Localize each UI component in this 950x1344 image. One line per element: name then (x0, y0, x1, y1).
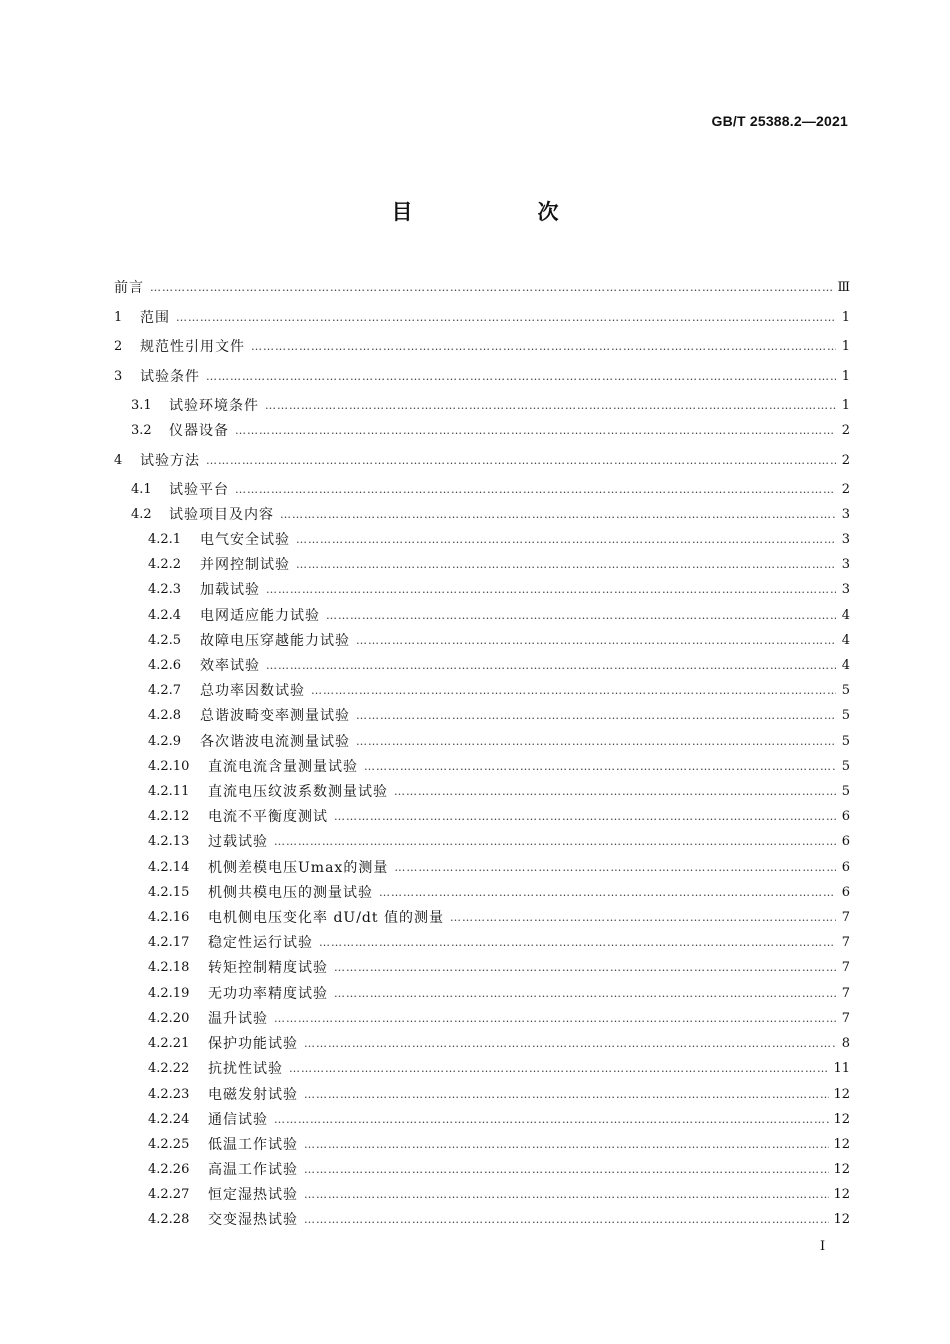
toc-entry-number: 3.1 (131, 397, 152, 413)
dot-leader (176, 311, 836, 324)
toc-entry-page: 1 (841, 309, 850, 325)
toc-entry-title: 交变湿热试验 (208, 1212, 298, 1228)
toc-entry[interactable] (114, 335, 850, 357)
toc-entry-page: 11 (833, 1060, 850, 1076)
dot-leader (450, 911, 836, 924)
toc-entry[interactable] (148, 1108, 850, 1130)
dot-leader (304, 1163, 829, 1176)
toc-entry[interactable] (148, 1083, 850, 1105)
toc-entry-number: 4.2.18 (148, 959, 190, 975)
toc-entry[interactable] (148, 654, 850, 676)
toc-entry-number: 4.2.5 (148, 632, 182, 648)
toc-entry-page: 7 (841, 959, 850, 975)
toc-entry-title: 总谐波畸变率测量试验 (200, 708, 350, 724)
toc-entry-number: 4.2.28 (148, 1211, 190, 1227)
toc-entry[interactable] (131, 478, 850, 500)
toc-entry-title: 效率试验 (200, 658, 260, 674)
toc-entry-number: 3.2 (131, 422, 152, 438)
toc-entry[interactable] (131, 503, 850, 525)
toc-entry-number: 4.2.13 (148, 833, 190, 849)
toc-entry-title: 规范性引用文件 (140, 339, 245, 355)
toc-entry-number: 4.2.8 (148, 707, 182, 723)
toc-entry-number: 4.2.11 (148, 783, 190, 799)
toc-entry-title: 直流电压纹波系数测量试验 (208, 784, 388, 800)
dot-leader (304, 1188, 829, 1201)
toc-entry-number: 4.2 (131, 506, 152, 522)
toc-entry-title: 仪器设备 (169, 423, 229, 439)
toc-entry-number: 4.2.23 (148, 1086, 190, 1102)
standard-code: GB/T 25388.2—2021 (711, 113, 848, 129)
toc-entry[interactable] (148, 1133, 850, 1155)
dot-leader (304, 1037, 836, 1050)
toc-entry[interactable] (148, 1007, 850, 1029)
toc-entry-title: 加载试验 (200, 582, 260, 598)
dot-leader (274, 1012, 836, 1025)
toc-entry[interactable] (148, 553, 850, 575)
toc-entry[interactable] (148, 730, 850, 752)
toc-entry-number: 4.2.1 (148, 531, 182, 547)
toc-entry[interactable] (148, 956, 850, 978)
toc-entry[interactable] (148, 881, 850, 903)
toc-entry[interactable] (148, 578, 850, 600)
toc-entry-page: 6 (841, 859, 850, 875)
toc-entry[interactable] (114, 365, 850, 387)
dot-leader (251, 340, 836, 353)
toc-entry-title: 温升试验 (208, 1011, 268, 1027)
toc-entry-page: 1 (841, 397, 850, 413)
toc-entry-title: 各次谐波电流测量试验 (200, 734, 350, 750)
dot-leader (356, 634, 836, 647)
dot-leader (364, 760, 836, 773)
toc-entry-title: 恒定湿热试验 (208, 1187, 298, 1203)
toc-entry[interactable] (148, 528, 850, 550)
toc-entry-page: 3 (841, 556, 850, 572)
toc-entry-number: 4.2.14 (148, 859, 190, 875)
toc-entry-number: 3 (114, 368, 123, 384)
toc-entry[interactable] (114, 276, 850, 298)
dot-leader (266, 583, 836, 596)
toc-entry-title: 通信试验 (208, 1112, 268, 1128)
dot-leader (274, 1113, 829, 1126)
toc-entry-title: 试验环境条件 (169, 398, 259, 414)
toc-entry-title: 稳定性运行试验 (208, 935, 313, 951)
toc-entry-title: 试验条件 (140, 369, 200, 385)
toc-entry[interactable] (148, 1057, 850, 1079)
toc-entry-number: 4.2.12 (148, 808, 190, 824)
toc-entry-number: 2 (114, 338, 123, 354)
toc-entry-title: 总功率因数试验 (200, 683, 305, 699)
toc-entry-page: 12 (833, 1111, 850, 1127)
toc-entry-page: 5 (841, 707, 850, 723)
toc-entry-page: 3 (841, 506, 850, 522)
toc-entry-title: 试验方法 (140, 453, 200, 469)
toc-entry-number: 4.2.16 (148, 909, 190, 925)
toc-entry-page: 5 (841, 733, 850, 749)
toc-entry-number: 4.2.10 (148, 758, 190, 774)
dot-leader (356, 709, 836, 722)
toc-entry[interactable] (148, 1208, 850, 1230)
dot-leader (334, 810, 836, 823)
toc-entry[interactable] (148, 906, 850, 928)
toc-entry-page: 3 (841, 581, 850, 597)
toc-entry-title: 电网适应能力试验 (200, 608, 320, 624)
toc-entry-title: 并网控制试验 (200, 557, 290, 573)
dot-leader (379, 886, 836, 899)
toc-entry-number: 4.2.15 (148, 884, 190, 900)
toc-entry-title: 前言 (114, 280, 144, 296)
toc-entry[interactable] (148, 805, 850, 827)
toc-entry-number: 4.2.20 (148, 1010, 190, 1026)
dot-leader (304, 1213, 829, 1226)
toc-entry-page: 6 (841, 808, 850, 824)
toc-entry-page: 2 (841, 452, 850, 468)
toc-entry-number: 4.2.26 (148, 1161, 190, 1177)
dot-leader (235, 424, 836, 437)
toc-entry-page: 12 (833, 1161, 850, 1177)
toc-entry-page: 5 (841, 783, 850, 799)
dot-leader (394, 861, 836, 874)
toc-entry-page: 3 (841, 531, 850, 547)
toc-entry-number: 4.2.19 (148, 985, 190, 1001)
toc-entry[interactable] (148, 1183, 850, 1205)
toc-entry-number: 4.2.27 (148, 1186, 190, 1202)
toc-entry-page: 5 (841, 758, 850, 774)
toc-entry-page: 2 (841, 422, 850, 438)
dot-leader (311, 684, 836, 697)
toc-entry-number: 1 (114, 309, 123, 325)
toc-entry[interactable] (114, 306, 850, 328)
toc-entry[interactable] (148, 931, 850, 953)
toc-entry-title: 试验项目及内容 (169, 507, 274, 523)
toc-entry-page: 8 (841, 1035, 850, 1051)
toc-entry-title: 电磁发射试验 (208, 1087, 298, 1103)
dot-leader (206, 454, 836, 467)
toc-entry-title: 电气安全试验 (200, 532, 290, 548)
dot-leader (265, 399, 836, 412)
toc-entry-title: 直流电流含量测量试验 (208, 759, 358, 775)
toc-entry[interactable] (148, 1158, 850, 1180)
page-title: 目 次 (391, 200, 611, 224)
toc-entry-number: 4.2.6 (148, 657, 182, 673)
toc-entry-page: 4 (841, 657, 850, 673)
toc-entry-page: 5 (841, 682, 850, 698)
toc-entry-title: 试验平台 (169, 482, 229, 498)
toc-entry-page: 7 (841, 934, 850, 950)
toc-entry-number: 4.2.25 (148, 1136, 190, 1152)
toc-entry-number: 4.2.7 (148, 682, 182, 698)
dot-leader (319, 936, 836, 949)
toc-entry[interactable] (148, 1032, 850, 1054)
toc-entry[interactable] (148, 780, 850, 802)
dot-leader (266, 659, 836, 672)
toc-entry-page: 12 (833, 1086, 850, 1102)
dot-leader (296, 533, 836, 546)
toc-entry-page: 7 (841, 1010, 850, 1026)
toc-entry-title: 机侧共模电压的测量试验 (208, 885, 373, 901)
toc-entry-number: 4.2.9 (148, 733, 182, 749)
toc-entry[interactable] (148, 604, 850, 626)
dot-leader (280, 508, 836, 521)
toc-entry[interactable] (148, 704, 850, 726)
dot-leader (206, 370, 836, 383)
toc-entry-title: 过载试验 (208, 834, 268, 850)
dot-leader (296, 558, 836, 571)
toc-entry-title: 电机侧电压变化率 dU/dt 值的测量 (208, 910, 444, 926)
toc-entry-title: 抗扰性试验 (208, 1061, 283, 1077)
toc-entry-page: 2 (841, 481, 850, 497)
dot-leader (334, 987, 836, 1000)
page-number: I (820, 1239, 826, 1254)
toc-entry-title: 范围 (140, 310, 170, 326)
toc-entry-page: 7 (841, 909, 850, 925)
toc-entry[interactable] (148, 755, 850, 777)
toc-entry-title: 保护功能试验 (208, 1036, 298, 1052)
toc-entry-number: 4 (114, 452, 123, 468)
toc-entry-number: 4.2.2 (148, 556, 182, 572)
dot-leader (356, 735, 836, 748)
toc-entry[interactable] (131, 419, 850, 441)
toc-entry-number: 4.2.3 (148, 581, 182, 597)
toc-entry[interactable] (114, 449, 850, 471)
toc-entry-title: 故障电压穿越能力试验 (200, 633, 350, 649)
dot-leader (274, 835, 836, 848)
toc-entry-page: 1 (841, 368, 850, 384)
toc-entry-page: 6 (841, 884, 850, 900)
toc-entry-page: 4 (841, 632, 850, 648)
toc-entry-number: 4.2.17 (148, 934, 190, 950)
toc-entry-page: 4 (841, 607, 850, 623)
dot-leader (334, 961, 836, 974)
toc-entry-page: 7 (841, 985, 850, 1001)
toc-entry-title: 机侧差模电压Umax的测量 (208, 860, 389, 876)
toc-entry-page: 12 (833, 1211, 850, 1227)
toc-entry-page: 12 (833, 1186, 850, 1202)
toc-entry-page: Ⅲ (837, 279, 850, 295)
toc-entry-title: 低温工作试验 (208, 1137, 298, 1153)
dot-leader (304, 1088, 829, 1101)
dot-leader (289, 1062, 829, 1075)
toc-entry-number: 4.1 (131, 481, 152, 497)
toc-entry[interactable] (148, 830, 850, 852)
toc-entry[interactable] (148, 679, 850, 701)
toc-entry[interactable] (148, 982, 850, 1004)
toc-entry-title: 无功功率精度试验 (208, 986, 328, 1002)
toc-entry[interactable] (148, 856, 850, 878)
toc-entry[interactable] (148, 629, 850, 651)
toc-entry-number: 4.2.24 (148, 1111, 190, 1127)
dot-leader (235, 483, 836, 496)
toc-entry-number: 4.2.4 (148, 607, 182, 623)
toc-entry-number: 4.2.21 (148, 1035, 190, 1051)
dot-leader (150, 281, 833, 294)
toc-entry-page: 1 (841, 338, 850, 354)
toc-entry-title: 电流不平衡度测试 (208, 809, 328, 825)
toc-entry-title: 高温工作试验 (208, 1162, 298, 1178)
toc-entry-page: 12 (833, 1136, 850, 1152)
toc-entry-title: 转矩控制精度试验 (208, 960, 328, 976)
toc-entry[interactable] (131, 394, 850, 416)
dot-leader (326, 609, 836, 622)
toc-entry-page: 6 (841, 833, 850, 849)
toc-entry-number: 4.2.22 (148, 1060, 190, 1076)
dot-leader (304, 1138, 829, 1151)
dot-leader (394, 785, 836, 798)
